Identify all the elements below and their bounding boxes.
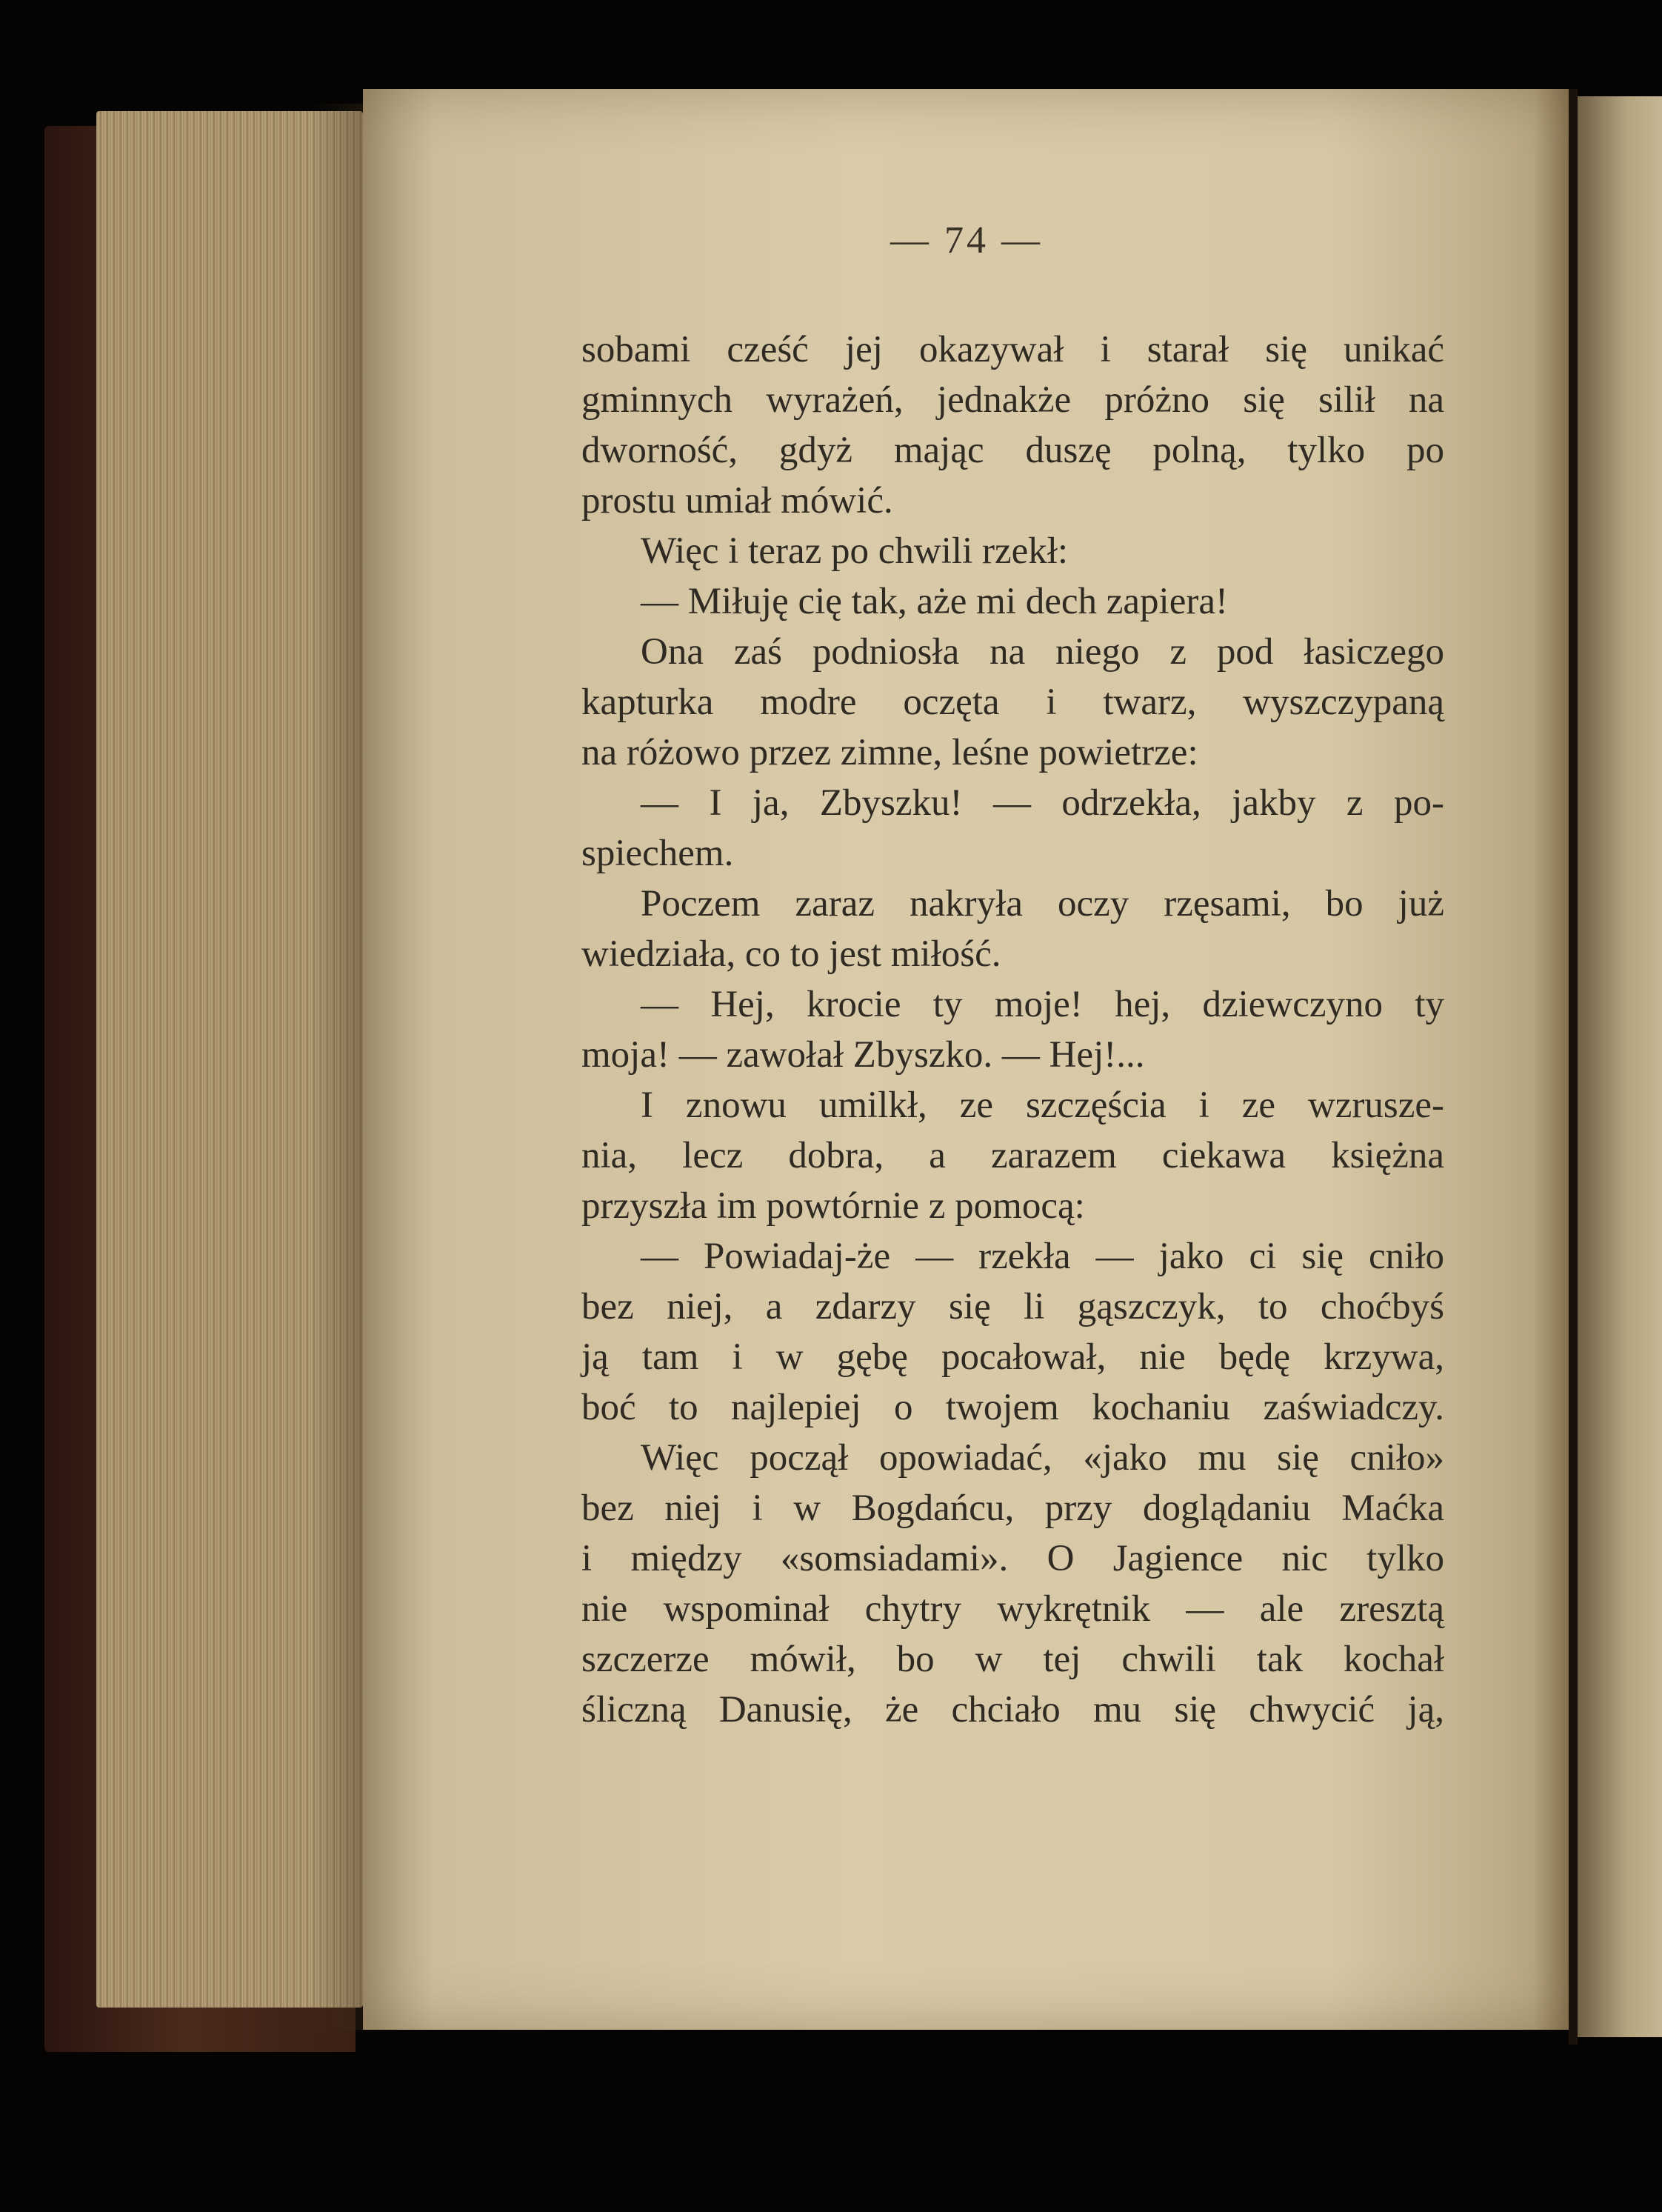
text-line: śliczną Danusię, że chciało mu się chwycić ją,: [581, 1689, 1444, 1730]
text-line: I znowu umilkł, ze szczęścia i ze wzrusze-: [641, 1085, 1444, 1126]
text-line: przyszła im powtórnie z pomocą:: [581, 1185, 1085, 1227]
book-gutter: [1569, 89, 1578, 2045]
text-line: dworność, gdyż mając duszę polną, tylko po: [581, 430, 1444, 471]
text-line: bez niej i w Bogdańcu, przy doglądaniu Maćka: [581, 1488, 1444, 1529]
text-line: Więc począł opowiadać, «jako mu się cniło»: [641, 1437, 1444, 1479]
text-line: bez niej, a zdarzy się li gąszczyk, to choćbyś: [581, 1286, 1444, 1327]
text-line: — Miłuję cię tak, aże mi dech zapiera!: [641, 581, 1228, 622]
text-line: Poczem zaraz nakryła oczy rzęsami, bo już: [641, 883, 1444, 925]
text-line: kapturka modre oczęta i twarz, wyszczypaną: [581, 682, 1444, 723]
text-line: Ona zaś podniosła na niego z pod łasiczego: [641, 631, 1444, 673]
page-text: [581, 324, 1444, 1735]
text-line: gminnych wyrażeń, jednakże próżno się silił na: [581, 379, 1444, 421]
text-line: szczerze mówił, bo w tej chwili tak kochał: [581, 1639, 1444, 1680]
text-line: ją tam i w gębę pocałował, nie będę krzywa,: [581, 1336, 1444, 1378]
text-line: na różowo przez zimne, leśne powietrze:: [581, 732, 1198, 773]
text-line: boć to najlepiej o twojem kochaniu zaświadczy.: [581, 1387, 1444, 1428]
text-line: spiechem.: [581, 833, 734, 874]
text-line: sobami cześć jej okazywał i starał się unikać: [581, 329, 1444, 370]
text-line: wiedziała, co to jest miłość.: [581, 933, 1001, 975]
text-line: Więc i teraz po chwili rzekł:: [641, 530, 1069, 572]
text-line: nie wspominał chytry wykrętnik — ale zresztą: [581, 1588, 1444, 1630]
text-line: — I ja, Zbyszku! — odrzekła, jakby z po-: [641, 782, 1444, 824]
text-line: i między «somsiadami». O Jagience nic tylko: [581, 1538, 1444, 1579]
text-line: prostu umiał mówić.: [581, 480, 893, 522]
text-line: — Powiadaj-że — rzekła — jako ci się cniło: [641, 1236, 1444, 1277]
text-line: — Hej, krocie ty moje! hej, dziewczyno ty: [641, 984, 1444, 1025]
text-line: moja! — zawołał Zbyszko. — Hej!...: [581, 1034, 1145, 1076]
text-line: nia, lecz dobra, a zarazem ciekawa księżna: [581, 1135, 1444, 1176]
facing-page-edge: [1578, 96, 1662, 2037]
book-page: [363, 89, 1570, 2030]
page-number: — 74 —: [890, 219, 1043, 261]
